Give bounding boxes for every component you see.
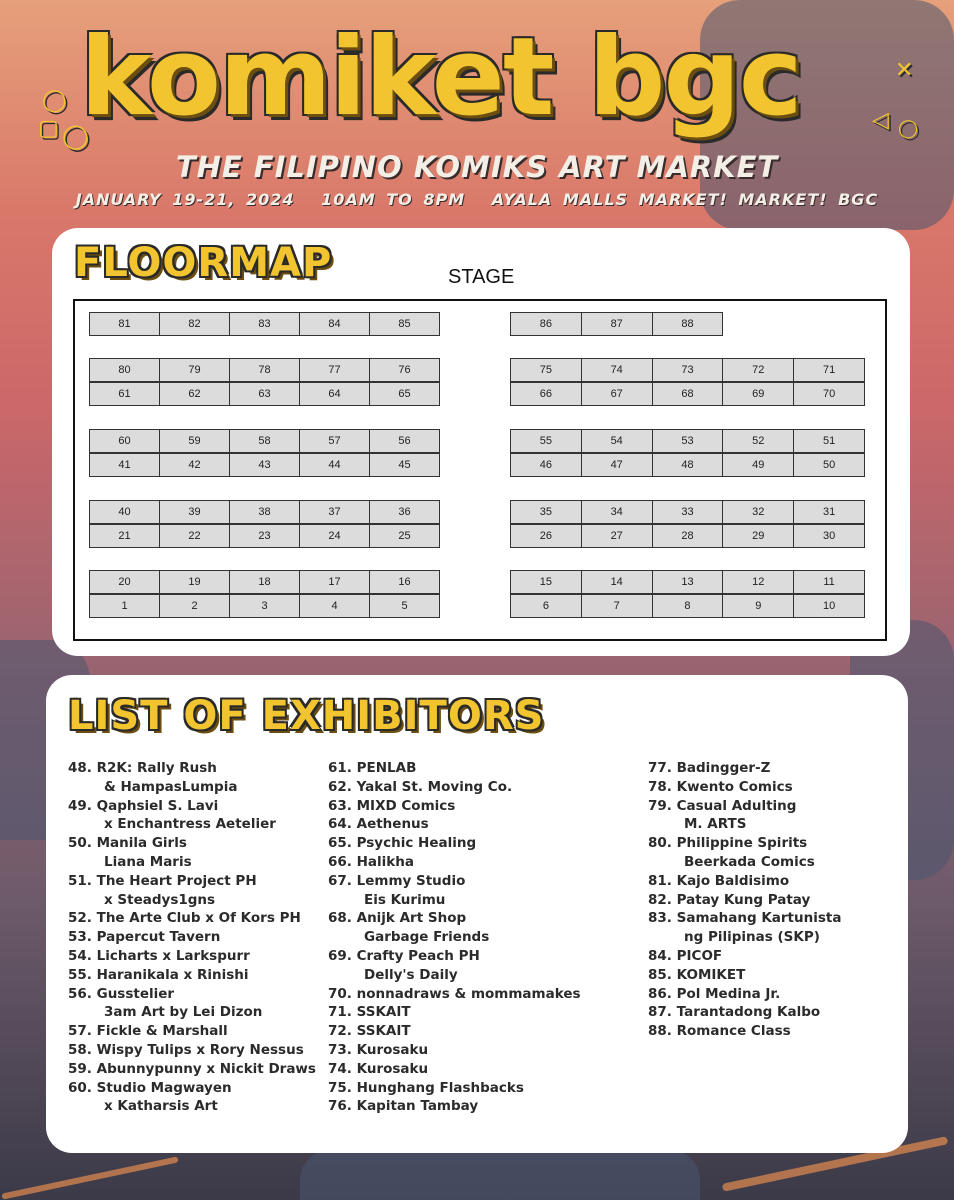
- exhibitor-entry: 53. Papercut Tavern: [68, 929, 221, 946]
- exhibitor-entry: 82. Patay Kung Patay: [648, 891, 811, 908]
- exhibitor-entry: 78. Kwento Comics: [648, 778, 793, 795]
- booth-62: 62: [159, 382, 230, 406]
- exhibitor-entry: 49. Qaphsiel S. Lavi: [68, 797, 219, 814]
- booth-40: 40: [89, 500, 160, 524]
- exhibitor-entry: 75. Hunghang Flashbacks: [328, 1079, 524, 1096]
- booth-68: 68: [652, 382, 724, 406]
- booth-58: 58: [229, 429, 300, 453]
- exhibitor-entry: 74. Kurosaku: [328, 1060, 429, 1077]
- exhibitor-entry: 79. Casual Adulting: [648, 797, 797, 814]
- booth-65: 65: [369, 382, 440, 406]
- exhibitor-entry: 70. nonnadraws & mommamakes: [328, 985, 581, 1002]
- exhibitor-entry: x Enchantress Aetelier: [104, 816, 276, 833]
- booth-39: 39: [159, 500, 230, 524]
- exhibitor-entry: 56. Gusstelier: [68, 985, 175, 1002]
- booth-70: 70: [793, 382, 865, 406]
- exhibitor-entry: 77. Badingger-Z: [648, 760, 771, 776]
- exhibitor-entry: 63. MIXD Comics: [328, 797, 456, 814]
- booth-55: 55: [510, 429, 582, 453]
- booth-83: 83: [229, 312, 300, 336]
- exhibitor-entry: 72. SSKAIT: [328, 1023, 411, 1040]
- booth-66: 66: [510, 382, 582, 406]
- exhibitor-entry: M. ARTS: [684, 816, 747, 833]
- booth-61: 61: [89, 382, 160, 406]
- komiket-logo: komiket bgc: [80, 15, 801, 140]
- exhibitor-entry: 61. PENLAB: [328, 760, 417, 776]
- booth-43: 43: [229, 453, 300, 477]
- booth-19: 19: [159, 570, 230, 594]
- booth-45: 45: [369, 453, 440, 477]
- exhibitor-entry: 83. Samahang Kartunista: [648, 910, 842, 927]
- circle-icon: ◯: [898, 118, 919, 139]
- booth-57: 57: [299, 429, 370, 453]
- circle-icon: ◯: [62, 122, 89, 150]
- exhibitor-entry: 68. Anijk Art Shop: [328, 910, 467, 927]
- exhibitor-entry: x Steadys1gns: [104, 891, 216, 908]
- booth-44: 44: [299, 453, 370, 477]
- booth-78: 78: [229, 358, 300, 382]
- booth-75: 75: [510, 358, 582, 382]
- booth-73: 73: [652, 358, 724, 382]
- background-glow-streak: [1, 1156, 178, 1199]
- booth-8: 8: [652, 594, 724, 618]
- booth-48: 48: [652, 453, 724, 477]
- booth-52: 52: [722, 429, 794, 453]
- exhibitor-column-1: [68, 759, 316, 1116]
- event-hours: 10AM TO 8PM: [321, 190, 466, 209]
- exhibitor-entry: 86. Pol Medina Jr.: [648, 985, 781, 1002]
- exhibitor-entry: 87. Tarantadong Kalbo: [648, 1004, 821, 1021]
- exhibitor-entry: 85. KOMIKET: [648, 966, 746, 983]
- booth-31: 31: [793, 500, 865, 524]
- exhibitor-entry: 57. Fickle & Marshall: [68, 1023, 228, 1040]
- booth-26: 26: [510, 524, 582, 548]
- exhibitor-entry: 59. Abunnypunny x Nickit Draws: [68, 1060, 316, 1077]
- booth-64: 64: [299, 382, 370, 406]
- exhibitor-entry: 71. SSKAIT: [328, 1004, 411, 1021]
- booth-18: 18: [229, 570, 300, 594]
- booth-27: 27: [581, 524, 653, 548]
- booth-6: 6: [510, 594, 582, 618]
- booth-81: 81: [89, 312, 160, 336]
- exhibitor-entry: 81. Kajo Baldisimo: [648, 872, 790, 889]
- exhibitor-entry: & HampasLumpia: [104, 778, 238, 795]
- booth-67: 67: [581, 382, 653, 406]
- booth-36: 36: [369, 500, 440, 524]
- exhibitor-entry: 76. Kapitan Tambay: [328, 1098, 479, 1115]
- booth-14: 14: [581, 570, 653, 594]
- booth-23: 23: [229, 524, 300, 548]
- booth-29: 29: [722, 524, 794, 548]
- booth-34: 34: [581, 500, 653, 524]
- exhibitor-entry: 55. Haranikala x Rinishi: [68, 966, 249, 983]
- booth-22: 22: [159, 524, 230, 548]
- background-robot-shape: [300, 1150, 700, 1200]
- booth-30: 30: [793, 524, 865, 548]
- exhibitor-entry: ng Pilipinas (SKP): [684, 929, 820, 946]
- exhibitor-entry: 58. Wispy Tulips x Rory Nessus: [68, 1041, 304, 1058]
- booth-71: 71: [793, 358, 865, 382]
- booth-10: 10: [793, 594, 865, 618]
- exhibitor-entry: 52. The Arte Club x Of Kors PH: [68, 910, 301, 927]
- booth-54: 54: [581, 429, 653, 453]
- booth-69: 69: [722, 382, 794, 406]
- booth-20: 20: [89, 570, 160, 594]
- booth-17: 17: [299, 570, 370, 594]
- exhibitor-entry: 3am Art by Lei Dizon: [104, 1004, 263, 1021]
- booth-49: 49: [722, 453, 794, 477]
- exhibitor-column-2: [328, 759, 581, 1116]
- exhibitor-entry: Beerkada Comics: [684, 853, 815, 870]
- exhibitor-entry: 88. Romance Class: [648, 1023, 791, 1040]
- booth-79: 79: [159, 358, 230, 382]
- booth-33: 33: [652, 500, 724, 524]
- cross-icon: ✕: [895, 58, 914, 83]
- stage-label: STAGE: [448, 266, 515, 288]
- exhibitor-entry: Liana Maris: [104, 853, 192, 870]
- booth-13: 13: [652, 570, 724, 594]
- exhibitor-entry: 69. Crafty Peach PH: [328, 947, 480, 964]
- exhibitor-entry: 80. Philippine Spirits: [648, 835, 808, 852]
- booth-11: 11: [793, 570, 865, 594]
- floormap-heading: FLOORMAP: [74, 240, 333, 286]
- booth-86: 86: [510, 312, 582, 336]
- booth-38: 38: [229, 500, 300, 524]
- exhibitor-entry: 64. Aethenus: [328, 816, 429, 833]
- booth-50: 50: [793, 453, 865, 477]
- booth-53: 53: [652, 429, 724, 453]
- event-subtitle: THE FILIPINO KOMIKS ART MARKET: [175, 150, 779, 184]
- booth-60: 60: [89, 429, 160, 453]
- event-info: [0, 190, 954, 209]
- booth-77: 77: [299, 358, 370, 382]
- exhibitor-entry: 51. The Heart Project PH: [68, 872, 257, 889]
- exhibitors-heading: LIST OF EXHIBITORS: [68, 693, 545, 739]
- booth-42: 42: [159, 453, 230, 477]
- exhibitor-entry: 84. PICOF: [648, 947, 723, 964]
- booth-2: 2: [159, 594, 230, 618]
- booth-35: 35: [510, 500, 582, 524]
- booth-25: 25: [369, 524, 440, 548]
- booth-59: 59: [159, 429, 230, 453]
- booth-56: 56: [369, 429, 440, 453]
- booth-41: 41: [89, 453, 160, 477]
- exhibitors-panel: [46, 675, 908, 1153]
- exhibitor-entry: 67. Lemmy Studio: [328, 872, 466, 889]
- circle-icon: ◯: [42, 88, 67, 113]
- event-venue: AYALA MALLS MARKET! MARKET! BGC: [491, 190, 879, 209]
- exhibitor-entry: 50. Manila Girls: [68, 835, 187, 852]
- exhibitor-entry: x Katharsis Art: [104, 1098, 218, 1115]
- booth-85: 85: [369, 312, 440, 336]
- booth-87: 87: [581, 312, 653, 336]
- floormap-panel: [52, 228, 910, 656]
- exhibitor-entry: Delly's Daily: [364, 966, 458, 983]
- booth-16: 16: [369, 570, 440, 594]
- exhibitor-entry: 73. Kurosaku: [328, 1041, 429, 1058]
- booth-21: 21: [89, 524, 160, 548]
- booth-15: 15: [510, 570, 582, 594]
- booth-9: 9: [722, 594, 794, 618]
- exhibitor-entry: 62. Yakal St. Moving Co.: [328, 778, 513, 795]
- booth-3: 3: [229, 594, 300, 618]
- exhibitor-entry: Garbage Friends: [364, 929, 490, 946]
- exhibitor-entry: 66. Halikha: [328, 853, 414, 870]
- booth-74: 74: [581, 358, 653, 382]
- booth-76: 76: [369, 358, 440, 382]
- exhibitor-entry: 48. R2K: Rally Rush: [68, 760, 217, 776]
- booth-24: 24: [299, 524, 370, 548]
- booth-37: 37: [299, 500, 370, 524]
- square-icon: ▢: [38, 116, 59, 141]
- exhibitor-entry: Eis Kurimu: [364, 891, 446, 908]
- booth-4: 4: [299, 594, 370, 618]
- booth-80: 80: [89, 358, 160, 382]
- booth-84: 84: [299, 312, 370, 336]
- booth-72: 72: [722, 358, 794, 382]
- booth-46: 46: [510, 453, 582, 477]
- exhibitor-entry: 65. Psychic Healing: [328, 835, 477, 852]
- triangle-icon: ◁: [872, 108, 889, 133]
- booth-47: 47: [581, 453, 653, 477]
- booth-1: 1: [89, 594, 160, 618]
- booth-12: 12: [722, 570, 794, 594]
- booth-82: 82: [159, 312, 230, 336]
- exhibitor-entry: 60. Studio Magwayen: [68, 1079, 232, 1096]
- booth-28: 28: [652, 524, 724, 548]
- booth-51: 51: [793, 429, 865, 453]
- booth-32: 32: [722, 500, 794, 524]
- booth-63: 63: [229, 382, 300, 406]
- booth-7: 7: [581, 594, 653, 618]
- exhibitor-column-3: [648, 759, 841, 1041]
- event-dates: JANUARY 19-21, 2024: [75, 190, 295, 209]
- booth-5: 5: [369, 594, 440, 618]
- exhibitor-entry: 54. Licharts x Larkspurr: [68, 947, 250, 964]
- booth-88: 88: [652, 312, 724, 336]
